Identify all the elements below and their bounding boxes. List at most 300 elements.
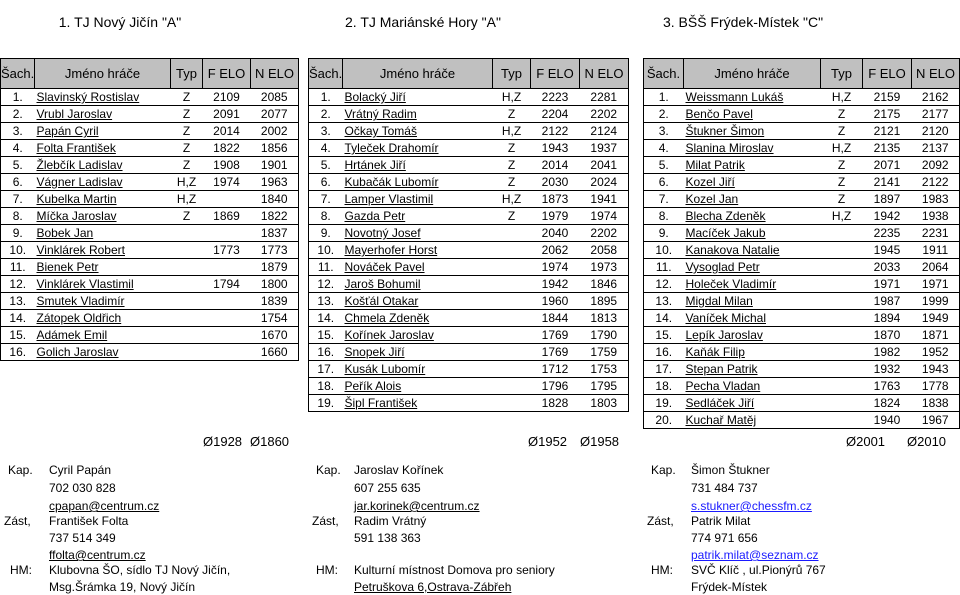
player-name[interactable]: Lepík Jaroslav: [684, 327, 821, 344]
player-name[interactable]: Vinklárek Robert: [35, 242, 171, 259]
deputy-label: Zást,: [4, 514, 31, 528]
player-felo: 2109: [203, 89, 251, 106]
player-type: [821, 242, 863, 259]
player-name[interactable]: Kozel Jiří: [684, 174, 821, 191]
board-number: 2.: [1, 106, 35, 123]
captain-label: Kap.: [316, 463, 341, 477]
player-felo: [203, 191, 251, 208]
player-felo: 1960: [531, 293, 580, 310]
board-number: 8.: [644, 208, 684, 225]
player-name[interactable]: Lamper Vlastimil: [343, 191, 493, 208]
player-name[interactable]: Bienek Petr: [35, 259, 171, 276]
table-row: [309, 123, 629, 140]
player-name[interactable]: Kaňák Filip: [684, 344, 821, 361]
board-number: 6.: [309, 174, 343, 191]
player-felo: 1974: [531, 259, 580, 276]
player-type: Z: [171, 157, 203, 174]
player-felo: 2014: [531, 157, 580, 174]
player-felo: 2175: [863, 106, 912, 123]
table-row: [309, 225, 629, 242]
board-number: 10.: [1, 242, 35, 259]
player-nelo: 1949: [912, 310, 960, 327]
player-name[interactable]: Kozel Jan: [684, 191, 821, 208]
player-type: [821, 225, 863, 242]
player-type: H,Z: [493, 123, 531, 140]
captain-name: Šimon Štukner: [691, 463, 770, 477]
table-row: [644, 293, 960, 310]
venue-line-1: Kulturní místnost Domova pro seniory: [354, 563, 555, 577]
col-header-nelo: N ELO: [912, 59, 960, 89]
player-nelo: 1943: [912, 361, 960, 378]
player-felo: 1712: [531, 361, 580, 378]
player-felo: 2159: [863, 89, 912, 106]
table-row: [309, 174, 629, 191]
player-type: Z: [493, 174, 531, 191]
roster-table: [643, 58, 960, 429]
table-row: [644, 157, 960, 174]
table-row: [1, 344, 299, 361]
player-name[interactable]: Vrubl Jaroslav: [35, 106, 171, 123]
player-felo: 1870: [863, 327, 912, 344]
player-nelo: 2024: [580, 174, 629, 191]
player-name[interactable]: Kuchař Matěj: [684, 412, 821, 429]
player-felo: 1897: [863, 191, 912, 208]
roster-table: [308, 58, 629, 412]
table-row: [1, 327, 299, 344]
player-type: H,Z: [171, 191, 203, 208]
player-felo: 2030: [531, 174, 580, 191]
player-type: [821, 276, 863, 293]
table-row: [309, 310, 629, 327]
player-felo: 1982: [863, 344, 912, 361]
header-row: [1, 59, 299, 89]
venue-label: HM:: [651, 563, 673, 577]
player-type: [821, 344, 863, 361]
player-nelo: 1813: [580, 310, 629, 327]
captain-email-link[interactable]: jar.korinek@centrum.cz: [354, 499, 480, 513]
deputy-phone: 591 138 363: [354, 531, 421, 545]
table-row: [309, 106, 629, 123]
table-row: [644, 276, 960, 293]
table-row: [644, 395, 960, 412]
table-row: [1, 208, 299, 225]
board-number: 11.: [309, 259, 343, 276]
player-type: [821, 361, 863, 378]
table-row: [1, 89, 299, 106]
deputy-email-link[interactable]: patrik.milat@seznam.cz: [691, 548, 819, 562]
deputy-name: František Folta: [49, 514, 129, 528]
player-nelo: 1967: [912, 412, 960, 429]
player-name[interactable]: Vágner Ladislav: [35, 174, 171, 191]
player-name[interactable]: Mayerhofer Horst: [343, 242, 493, 259]
player-nelo: 1846: [580, 276, 629, 293]
player-name[interactable]: Kusák Lubomír: [343, 361, 493, 378]
player-name[interactable]: Slavinský Rostislav: [35, 89, 171, 106]
player-type: [493, 327, 531, 344]
table-row: [1, 242, 299, 259]
average-nelo: Ø1958: [580, 434, 620, 449]
player-name[interactable]: Kubačák Lubomír: [343, 174, 493, 191]
player-type: [821, 310, 863, 327]
player-type: H,Z: [171, 174, 203, 191]
player-name[interactable]: Stepan Patrik: [684, 361, 821, 378]
deputy-phone: 737 514 349: [49, 531, 116, 545]
table-row: [644, 361, 960, 378]
board-number: 10.: [644, 242, 684, 259]
player-name[interactable]: Hrtánek Jiří: [343, 157, 493, 174]
board-number: 17.: [309, 361, 343, 378]
player-name[interactable]: Kubelka Martin: [35, 191, 171, 208]
player-name[interactable]: Zátopek Oldřich: [35, 310, 171, 327]
player-felo: 2135: [863, 140, 912, 157]
col-header-board: Šach.: [644, 59, 684, 89]
board-number: 18.: [309, 378, 343, 395]
player-nelo: 2231: [912, 225, 960, 242]
player-type: [171, 293, 203, 310]
col-header-type: Typ: [493, 59, 531, 89]
player-name[interactable]: Smutek Vladimír: [35, 293, 171, 310]
deputy-name: Patrik Milat: [691, 514, 751, 528]
col-header-board: Šach.: [1, 59, 35, 89]
col-header-felo: F ELO: [203, 59, 251, 89]
table-row: [644, 140, 960, 157]
player-type: [821, 395, 863, 412]
board-number: 12.: [644, 276, 684, 293]
player-type: [171, 259, 203, 276]
player-name[interactable]: Sedláček Jiří: [684, 395, 821, 412]
player-felo: 2235: [863, 225, 912, 242]
player-name[interactable]: Weissmann Lukáš: [684, 89, 821, 106]
player-felo: 2141: [863, 174, 912, 191]
board-number: 16.: [1, 344, 35, 361]
player-name[interactable]: Blecha Zdeněk: [684, 208, 821, 225]
table-row: [309, 208, 629, 225]
table-row: [309, 89, 629, 106]
board-number: 16.: [309, 344, 343, 361]
player-name[interactable]: Vaníček Michal: [684, 310, 821, 327]
player-nelo: 1840: [251, 191, 299, 208]
player-nelo: 1973: [580, 259, 629, 276]
board-number: 15.: [644, 327, 684, 344]
player-type: H,Z: [493, 89, 531, 106]
board-number: 18.: [644, 378, 684, 395]
header-row: [309, 59, 629, 89]
player-name[interactable]: Pecha Vladan: [684, 378, 821, 395]
board-number: 6.: [644, 174, 684, 191]
player-name[interactable]: Peřík Alois: [343, 378, 493, 395]
table-row: [644, 123, 960, 140]
col-header-type: Typ: [821, 59, 863, 89]
player-type: [171, 344, 203, 361]
board-number: 13.: [1, 293, 35, 310]
col-header-board: Šach.: [309, 59, 343, 89]
player-felo: 2122: [531, 123, 580, 140]
table-row: [309, 276, 629, 293]
player-type: Z: [171, 208, 203, 225]
venue-line-2: Petruškova 6,Ostrava-Zábřeh: [354, 580, 512, 594]
venue-line-1: SVČ Klíč , ul.Pionýrů 767: [691, 563, 826, 577]
player-type: Z: [493, 140, 531, 157]
player-felo: 1796: [531, 378, 580, 395]
player-name[interactable]: Slanina Miroslav: [684, 140, 821, 157]
table-row: [644, 89, 960, 106]
table-row: [644, 106, 960, 123]
table-row: [1, 157, 299, 174]
player-felo: 2014: [203, 123, 251, 140]
player-nelo: 1795: [580, 378, 629, 395]
player-type: [493, 259, 531, 276]
player-nelo: 1871: [912, 327, 960, 344]
player-name[interactable]: Macíček Jakub: [684, 225, 821, 242]
player-nelo: 1901: [251, 157, 299, 174]
deputy-name: Radim Vrátný: [354, 514, 427, 528]
player-felo: 1940: [863, 412, 912, 429]
board-number: 11.: [644, 259, 684, 276]
board-number: 9.: [644, 225, 684, 242]
table-row: [1, 276, 299, 293]
player-name[interactable]: Nováček Pavel: [343, 259, 493, 276]
table-row: [1, 106, 299, 123]
player-felo: 1987: [863, 293, 912, 310]
player-nelo: 1911: [912, 242, 960, 259]
table-row: [309, 140, 629, 157]
player-name[interactable]: Vrátný Radim: [343, 106, 493, 123]
player-nelo: 2281: [580, 89, 629, 106]
board-number: 4.: [309, 140, 343, 157]
player-name[interactable]: Štukner Šimon: [684, 123, 821, 140]
player-felo: 1824: [863, 395, 912, 412]
player-felo: 1769: [531, 344, 580, 361]
deputy-email-link[interactable]: ffolta@centrum.cz: [49, 548, 146, 562]
board-number: 20.: [644, 412, 684, 429]
player-nelo: 2058: [580, 242, 629, 259]
player-nelo: 1941: [580, 191, 629, 208]
captain-email-link[interactable]: cpapan@centrum.cz: [49, 499, 160, 513]
player-nelo: 2092: [912, 157, 960, 174]
table-row: [644, 208, 960, 225]
deputy-label: Zást,: [312, 514, 339, 528]
player-nelo: 1952: [912, 344, 960, 361]
player-type: [171, 242, 203, 259]
player-felo: 2091: [203, 106, 251, 123]
player-type: Z: [493, 106, 531, 123]
player-nelo: 2002: [251, 123, 299, 140]
player-type: Z: [821, 191, 863, 208]
player-type: [821, 259, 863, 276]
player-nelo: 1938: [912, 208, 960, 225]
player-type: [493, 378, 531, 395]
player-name[interactable]: Gazda Petr: [343, 208, 493, 225]
player-nelo: 1759: [580, 344, 629, 361]
board-number: 3.: [309, 123, 343, 140]
player-felo: 1908: [203, 157, 251, 174]
team-title: 1. TJ Nový Jičín "A": [58, 14, 182, 30]
table-row: [1, 191, 299, 208]
player-type: [821, 293, 863, 310]
player-nelo: 2177: [912, 106, 960, 123]
player-felo: [203, 344, 251, 361]
player-name[interactable]: Tyleček Drahomír: [343, 140, 493, 157]
player-nelo: 2124: [580, 123, 629, 140]
board-number: 4.: [1, 140, 35, 157]
table-row: [644, 174, 960, 191]
board-number: 14.: [1, 310, 35, 327]
player-felo: 2204: [531, 106, 580, 123]
player-type: Z: [821, 123, 863, 140]
player-type: Z: [171, 106, 203, 123]
player-nelo: 1971: [912, 276, 960, 293]
player-felo: 1979: [531, 208, 580, 225]
board-number: 1.: [644, 89, 684, 106]
captain-phone: 702 030 828: [49, 481, 116, 495]
team-title: 2. TJ Mariánské Hory "A": [345, 14, 501, 30]
player-nelo: 1974: [580, 208, 629, 225]
player-nelo: 2077: [251, 106, 299, 123]
col-header-nelo: N ELO: [251, 59, 299, 89]
table-row: [1, 259, 299, 276]
board-number: 12.: [309, 276, 343, 293]
player-name[interactable]: Milat Patrik: [684, 157, 821, 174]
player-felo: [203, 327, 251, 344]
player-name[interactable]: Žlebčík Ladislav: [35, 157, 171, 174]
player-type: [493, 361, 531, 378]
player-name[interactable]: Papán Cyril: [35, 123, 171, 140]
player-felo: 1943: [531, 140, 580, 157]
player-type: H,Z: [821, 208, 863, 225]
table-row: [309, 395, 629, 412]
col-header-felo: F ELO: [863, 59, 912, 89]
board-number: 13.: [644, 293, 684, 310]
player-name[interactable]: Migdal Milan: [684, 293, 821, 310]
player-felo: [203, 310, 251, 327]
board-number: 7.: [309, 191, 343, 208]
player-nelo: 1837: [251, 225, 299, 242]
player-name[interactable]: Golich Jaroslav: [35, 344, 171, 361]
table-row: [309, 378, 629, 395]
board-number: 15.: [309, 327, 343, 344]
player-nelo: 1790: [580, 327, 629, 344]
player-type: [821, 412, 863, 429]
player-type: Z: [171, 123, 203, 140]
player-felo: 1873: [531, 191, 580, 208]
table-row: [1, 293, 299, 310]
table-row: [644, 344, 960, 361]
player-type: [493, 242, 531, 259]
player-name[interactable]: Bobek Jan: [35, 225, 171, 242]
player-name[interactable]: Kořínek Jaroslav: [343, 327, 493, 344]
player-type: [821, 327, 863, 344]
table-row: [644, 259, 960, 276]
table-row: [309, 242, 629, 259]
player-name[interactable]: Vinklárek Vlastimil: [35, 276, 171, 293]
player-felo: [203, 293, 251, 310]
player-name[interactable]: Vysoglad Petr: [684, 259, 821, 276]
player-nelo: 2162: [912, 89, 960, 106]
player-name[interactable]: Chmela Zdeněk: [343, 310, 493, 327]
player-type: [493, 225, 531, 242]
player-name[interactable]: Jaroš Bohumil: [343, 276, 493, 293]
deputy-phone: 774 971 656: [691, 531, 758, 545]
captain-phone: 607 255 635: [354, 481, 421, 495]
player-name[interactable]: Šipl František: [343, 395, 493, 412]
venue-label: HM:: [316, 563, 338, 577]
player-type: [493, 293, 531, 310]
board-number: 1.: [1, 89, 35, 106]
table-row: [309, 361, 629, 378]
player-felo: 1974: [203, 174, 251, 191]
board-number: 14.: [309, 310, 343, 327]
player-nelo: 1754: [251, 310, 299, 327]
captain-email-link[interactable]: s.stukner@chessfm.cz: [691, 499, 812, 513]
player-nelo: 1937: [580, 140, 629, 157]
table-row: [309, 157, 629, 174]
col-header-felo: F ELO: [531, 59, 580, 89]
player-name[interactable]: Adámek Emil: [35, 327, 171, 344]
player-type: Z: [493, 208, 531, 225]
table-row: [644, 242, 960, 259]
table-row: [309, 327, 629, 344]
player-name[interactable]: Snopek Jiří: [343, 344, 493, 361]
player-type: [171, 310, 203, 327]
player-name[interactable]: Míčka Jaroslav: [35, 208, 171, 225]
player-felo: 2033: [863, 259, 912, 276]
player-nelo: 2085: [251, 89, 299, 106]
venue-line-2: Msg.Šrámka 19, Nový Jičín: [49, 580, 196, 594]
player-name[interactable]: Holeček Vladimír: [684, 276, 821, 293]
table-row: [1, 123, 299, 140]
captain-name: Jaroslav Kořínek: [354, 463, 444, 477]
board-number: 5.: [309, 157, 343, 174]
player-felo: 1828: [531, 395, 580, 412]
player-name[interactable]: Folta František: [35, 140, 171, 157]
col-header-name: Jméno hráče: [343, 59, 493, 89]
player-felo: 1932: [863, 361, 912, 378]
player-name[interactable]: Novotný Josef: [343, 225, 493, 242]
board-number: 13.: [309, 293, 343, 310]
col-header-type: Typ: [171, 59, 203, 89]
player-type: [493, 310, 531, 327]
table-row: [644, 310, 960, 327]
board-number: 4.: [644, 140, 684, 157]
player-name[interactable]: Košťál Otakar: [343, 293, 493, 310]
player-nelo: 1778: [912, 378, 960, 395]
average-nelo: Ø2010: [907, 434, 947, 449]
player-nelo: 1838: [912, 395, 960, 412]
header-row: [644, 59, 960, 89]
board-number: 7.: [644, 191, 684, 208]
player-type: H,Z: [493, 191, 531, 208]
player-nelo: 2122: [912, 174, 960, 191]
player-type: [171, 225, 203, 242]
captain-name: Cyril Papán: [49, 463, 112, 477]
player-type: Z: [493, 157, 531, 174]
player-name[interactable]: Kanakova Natalie: [684, 242, 821, 259]
player-name[interactable]: Očkay Tomáš: [343, 123, 493, 140]
player-nelo: 1879: [251, 259, 299, 276]
venue-label: HM:: [10, 563, 32, 577]
player-name[interactable]: Benčo Pavel: [684, 106, 821, 123]
player-felo: [203, 259, 251, 276]
player-nelo: 1963: [251, 174, 299, 191]
col-header-name: Jméno hráče: [35, 59, 171, 89]
average-nelo: Ø1860: [250, 434, 290, 449]
col-header-name: Jméno hráče: [684, 59, 821, 89]
player-nelo: 2041: [580, 157, 629, 174]
player-felo: 1763: [863, 378, 912, 395]
player-name[interactable]: Bolacký Jiří: [343, 89, 493, 106]
board-number: 5.: [644, 157, 684, 174]
average-felo: Ø1952: [528, 434, 568, 449]
